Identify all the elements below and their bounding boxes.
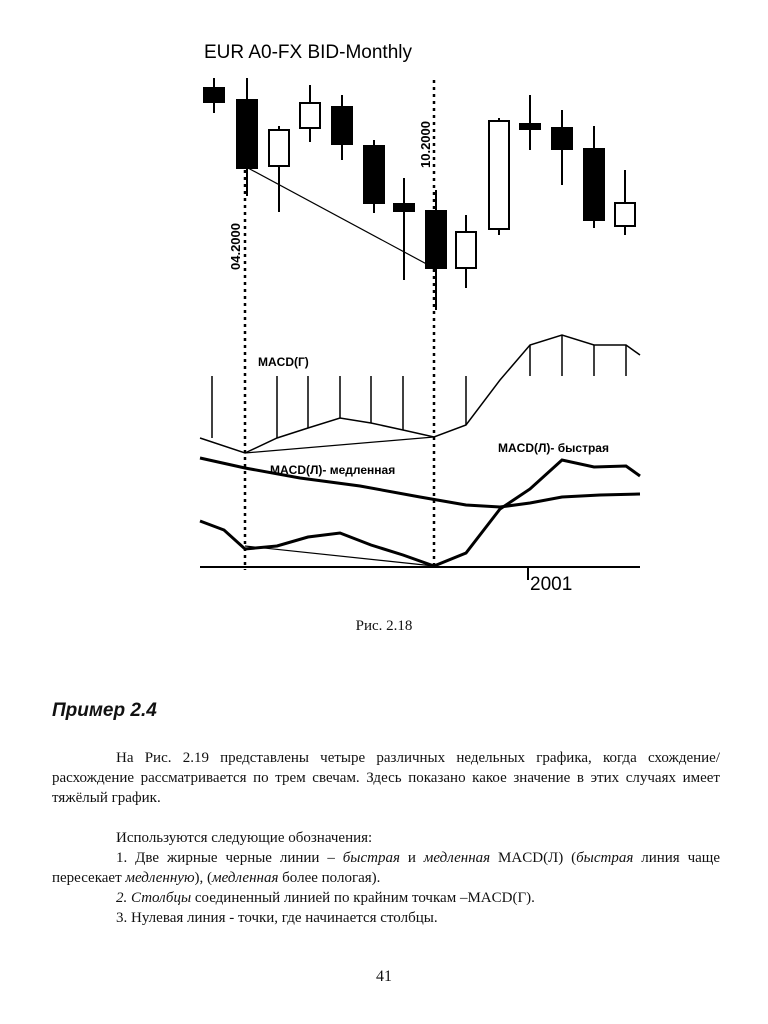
candle-bullish	[456, 232, 476, 268]
legend-list	[52, 828, 720, 928]
candlesticks	[204, 78, 635, 310]
example-heading: Пример 2.4	[52, 700, 157, 721]
paragraph-intro: На Рис. 2.19 представлены четыре различных недельных графика, когда схождение/расхождение рассматривается по трем свечам. Здесь показано какое значение в этих случаях имеет тяжёлый график.	[52, 750, 720, 806]
legend-item-3: 3. Нулевая линия - точки, где начинается столбцы.	[116, 910, 438, 926]
macd-fast-line	[200, 460, 640, 566]
candle-bullish	[615, 203, 635, 226]
year-label: 2001	[530, 574, 573, 595]
page-number: 41	[376, 968, 392, 985]
candle-bearish	[426, 211, 446, 268]
candle-bullish	[489, 121, 509, 229]
legend-intro: Используются следующие обозначения:	[116, 830, 373, 846]
candle-bearish	[394, 204, 414, 211]
label-macd-slow: MACD(Л)- медленная	[270, 463, 396, 477]
date-label-left: 04.2000	[228, 223, 243, 270]
macd-slow-line	[200, 458, 640, 507]
legend-item-2: 2. Столбцы соединенный линией по крайним точкам –MACD(Г).	[116, 890, 535, 906]
legend-item-1: 1. Две жирные черные линии – быстрая и медленная MACD(Л) (быстрая линия чаще пересекает медленную), (медленная более пологая).	[52, 850, 720, 886]
candle-bullish	[269, 130, 289, 166]
candle-bullish	[300, 103, 320, 128]
label-macd-g: MACD(Г)	[258, 355, 309, 369]
macd-g-line	[200, 335, 640, 453]
candle-bearish	[204, 88, 224, 102]
figure-caption: Рис. 2.18	[355, 618, 413, 634]
chart-title: EUR A0-FX BID-Monthly	[204, 42, 412, 63]
candle-bearish	[332, 107, 352, 144]
candle-bearish	[237, 100, 257, 168]
price-trend-line	[248, 168, 434, 268]
candle-bearish	[364, 146, 384, 203]
date-label-right: 10.2000	[418, 121, 433, 168]
candle-bearish	[552, 128, 572, 149]
macd-histogram	[212, 335, 626, 438]
label-macd-fast: MACD(Л)- быстрая	[498, 441, 609, 455]
candle-bearish	[584, 149, 604, 220]
candle-bearish	[520, 124, 540, 129]
